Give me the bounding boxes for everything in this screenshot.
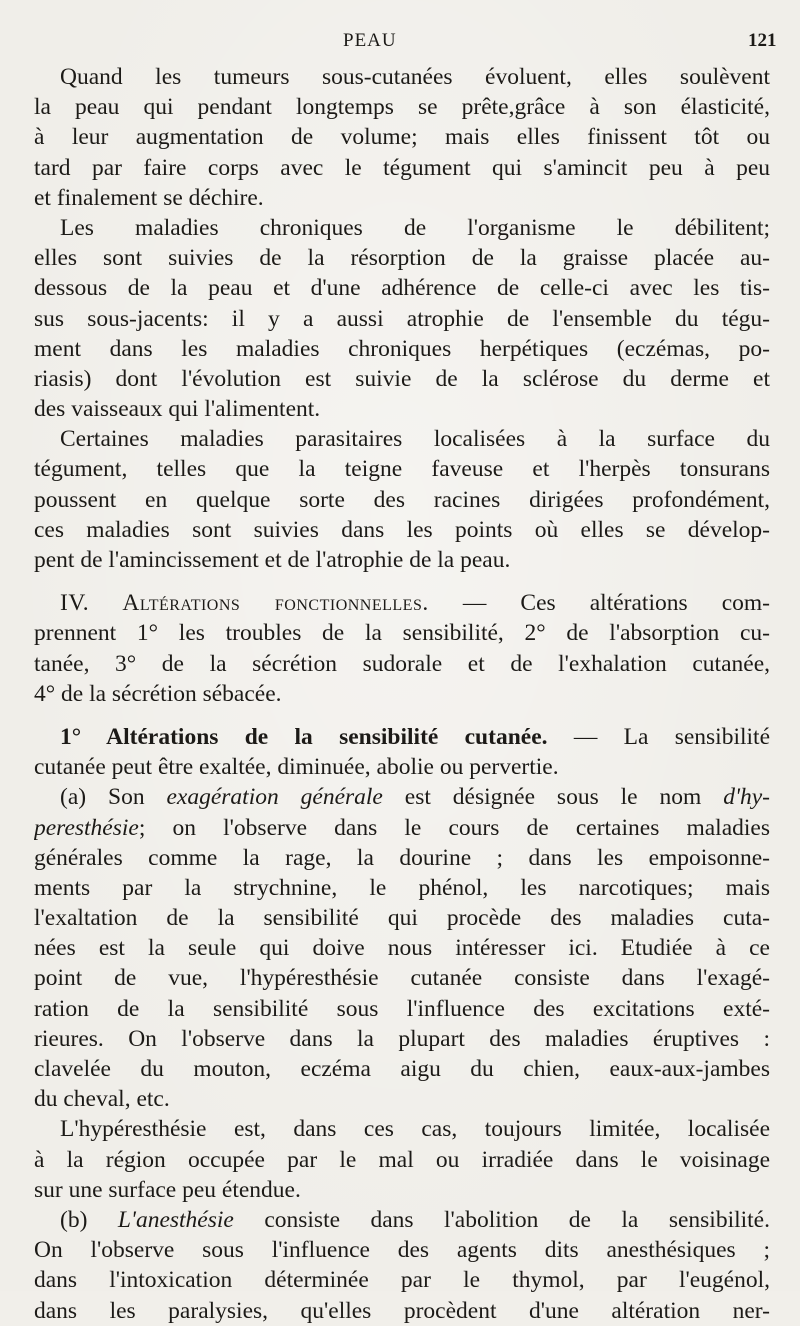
text-line: point de vue, l'hypéresthésie cutanée consiste dans l'exagé-: [34, 965, 770, 992]
text-line: riasis) dont l'évolution est suivie de la sclérose du derme et: [34, 365, 770, 392]
text-line: [34, 588, 770, 618]
text-line: ments par la strychnine, le phénol, les narcotiques; mais: [34, 874, 770, 901]
term-exageration: exagération générale: [166, 784, 383, 811]
text-line: [34, 1205, 770, 1235]
text-line: [34, 722, 770, 752]
text-line: dans les paralysies, qu'elles procèdent d'une altération ner-: [34, 1297, 770, 1324]
text-run: est désignée sous le nom: [382, 784, 724, 811]
text-line: Les maladies chroniques de l'organisme le débilitent;: [60, 214, 770, 241]
text-line: cutanée peut être exaltée, diminuée, abolie ou pervertie.: [34, 754, 559, 781]
text-line: à leur augmentation de volume; mais elles finissent tôt ou: [34, 124, 770, 151]
paragraph-7: [34, 1114, 770, 1205]
text-run: (b): [60, 1206, 118, 1233]
text-line: elles sont suivies de la résorption de la graisse placée au-: [34, 245, 770, 272]
text-line: l'exaltation de la sensibilité qui procède des maladies cuta-: [34, 905, 770, 932]
text-line: clavelée du mouton, eczéma aigu du chien, eaux-aux-jambes: [34, 1056, 770, 1082]
term-hyperesthesie: peresthésie: [34, 814, 139, 841]
text-line: nées est la seule qui doive nous intéresser ici. Etudiée à ce: [34, 935, 770, 962]
text-line: pent de l'amincissement et de l'atrophie de la peau.: [34, 547, 511, 573]
text-line: ces maladies sont suivies dans les points où elles se dévelop-: [34, 516, 770, 543]
text-line: des vaisseaux qui l'alimentent.: [34, 396, 321, 423]
running-title: PEAU: [343, 30, 397, 51]
paragraph-1: [34, 62, 770, 213]
section-iv: [34, 588, 770, 709]
text-line: tégument, telles que la teigne faveuse et l'herpès tonsurans: [34, 456, 770, 483]
body-text: [34, 62, 770, 1326]
subsection-heading: 1° Altérations de la sensibilité cutanée.: [60, 723, 548, 750]
text-line: dessous de la peau et d'une adhérence de celle-ci avec les tis-: [34, 275, 770, 302]
subsection-sensibilite: [34, 722, 770, 782]
text-line: Certaines maladies parasitaires localisées à la surface du: [60, 426, 770, 453]
paragraph-anesthesie: [34, 1205, 770, 1326]
text-run: ; on l'observe dans le cours de certaines maladies: [138, 814, 770, 841]
text-line: [34, 782, 770, 812]
subsection-lead: — La sensibilité: [547, 723, 770, 750]
section-gap: [34, 709, 770, 722]
page-number: 121: [748, 30, 777, 51]
text-line: 4° de la sécrétion sébacée.: [34, 680, 282, 707]
text-line: la peau qui pendant longtemps se prête,grâce à son élasticité,: [34, 94, 770, 121]
text-line: sus sous-jacents: il y a aussi atrophie de l'ensemble du tégu-: [34, 305, 770, 332]
text-line: [34, 813, 770, 843]
text-line: L'hypéresthésie est, dans ces cas, toujours limitée, localisée: [60, 1116, 770, 1143]
text-line: poussent en quelque sorte des racines dirigées profondément,: [34, 486, 770, 513]
text-line: dans l'intoxication déterminée par le thymol, par l'eugénol,: [34, 1267, 770, 1294]
text-line: tard par faire corps avec le tégument qui s'amincit peu à peu: [34, 154, 770, 181]
section-heading-iv: IV. Altérations fonctionnelles.: [60, 590, 429, 617]
text-run: consiste dans l'abolition de la sensibilité.: [233, 1206, 770, 1233]
text-line: sur une surface peu étendue.: [34, 1176, 301, 1203]
paragraph-hyperesthesie: [34, 782, 770, 1114]
paragraph-2: [34, 213, 770, 424]
term-hyperesthesie-part: d'hy-: [723, 784, 770, 811]
text-line: rieures. On l'observe dans la plupart des maladies éruptives :: [34, 1025, 770, 1052]
section-iv-lead: — Ces altérations com-: [428, 590, 770, 617]
text-line: et finalement se déchire.: [34, 184, 264, 211]
running-head: [0, 30, 800, 58]
text-run: (a) Son: [60, 784, 167, 811]
paragraph-3: [34, 424, 770, 575]
text-line: prennent 1° les troubles de la sensibilité, 2° de l'absorption cu-: [34, 620, 770, 647]
text-line: du cheval, etc.: [34, 1086, 170, 1113]
text-line: ment dans les maladies chroniques herpétiques (eczémas, po-: [34, 335, 770, 362]
term-anesthesie: L'anesthésie: [117, 1206, 234, 1233]
text-line: générales comme la rage, la dourine ; dans les empoisonne-: [34, 844, 770, 871]
text-line: On l'observe sous l'influence des agents dits anesthésiques ;: [34, 1237, 770, 1264]
text-line: Quand les tumeurs sous-cutanées évoluent, elles soulèvent: [60, 64, 770, 90]
text-line: tanée, 3° de la sécrétion sudorale et de l'exhalation cutanée,: [34, 650, 770, 677]
text-line: ration de la sensibilité sous l'influence des excitations exté-: [34, 995, 770, 1022]
section-gap: [34, 575, 770, 588]
text-line: à la région occupée par le mal ou irradiée dans le voisinage: [34, 1146, 770, 1173]
